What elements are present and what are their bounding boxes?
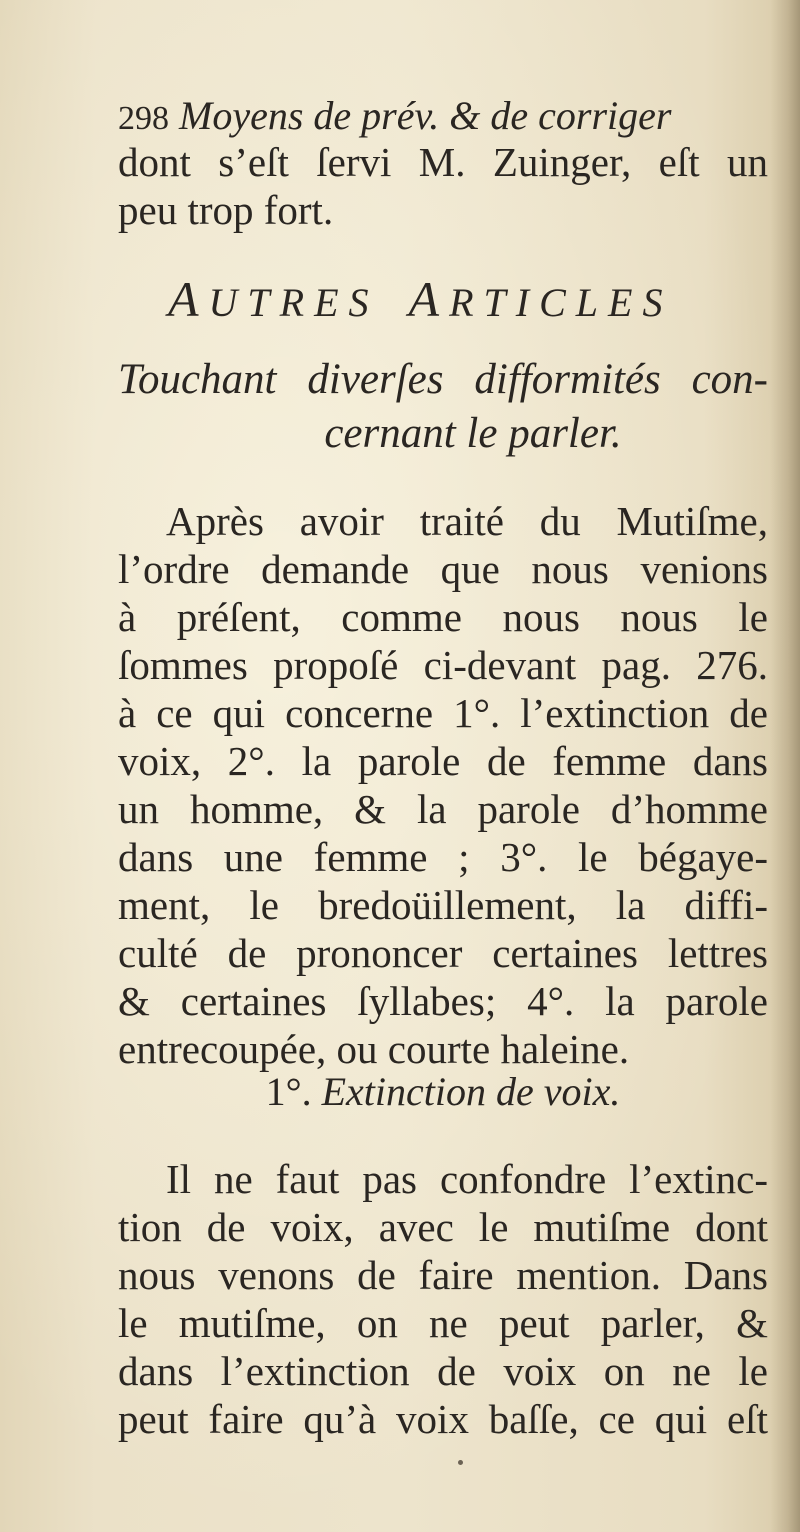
- text-line: l’ordre demande que nous venions: [118, 546, 768, 592]
- text-line: voix, 2°. la parole de femme dans: [118, 738, 768, 784]
- paragraph: [118, 1155, 768, 1443]
- running-header: [118, 92, 768, 143]
- text-line: dont s’eſt ſervi M. Zuinger, eſt un: [118, 139, 768, 185]
- text-line: culté de prononcer certaines lettres: [118, 930, 768, 976]
- section-number: 1°.: [265, 1069, 312, 1114]
- text-line: & certaines ſyllabes; 4°. la parole: [118, 978, 768, 1024]
- page-number: 298: [118, 100, 169, 137]
- text-line: ment, le bredoüillement, la diffi-: [118, 882, 768, 928]
- text-line: dans une femme ; 3°. le bégaye-: [118, 834, 768, 880]
- paragraph: [118, 497, 768, 1073]
- section-heading: [168, 271, 688, 327]
- text-line: tion de voix, avec le mutiſme dont: [118, 1204, 768, 1250]
- text-line: peut faire qu’à voix baſſe, ce qui eſt: [118, 1396, 768, 1442]
- text-line: peu trop fort.: [118, 187, 334, 233]
- ink-speck: [458, 1460, 463, 1465]
- section-title-text: Extinction de voix.: [321, 1069, 621, 1114]
- text-line: un homme, & la parole d’homme: [118, 786, 768, 832]
- running-title: Moyens de prév. & de corriger: [179, 93, 672, 138]
- text-line: nous venons de faire mention. Dans: [118, 1252, 768, 1298]
- subheading-line: cernant le parler.: [324, 410, 622, 457]
- text-line: ſommes propoſé ci-devant pag. 276.: [118, 642, 768, 688]
- heading-word: UTRES: [208, 280, 379, 325]
- text-line: le mutiſme, on ne peut parler, &: [118, 1300, 768, 1346]
- text-line: à ce qui concerne 1°. l’extinction de: [118, 690, 768, 736]
- subheading-line: Touchant diverſes difformités con-: [118, 356, 768, 403]
- section-title: [118, 1068, 768, 1116]
- subheading: [118, 353, 768, 461]
- heading-initial: A: [168, 271, 209, 327]
- text-line: à préſent, comme nous nous le: [118, 594, 768, 640]
- text-line: Après avoir traité du Mutiſme,: [166, 498, 768, 544]
- text-line: Il ne faut pas confondre l’extinc-: [166, 1156, 768, 1202]
- text-line: entrecoupée, ou courte haleine.: [118, 1026, 630, 1072]
- text-line: dans l’extinction de voix on ne le: [118, 1348, 768, 1394]
- heading-word: RTICLES: [449, 280, 673, 325]
- heading-initial: A: [408, 271, 450, 327]
- intro-text: [118, 138, 768, 234]
- page-edge-shadow: [770, 0, 800, 1532]
